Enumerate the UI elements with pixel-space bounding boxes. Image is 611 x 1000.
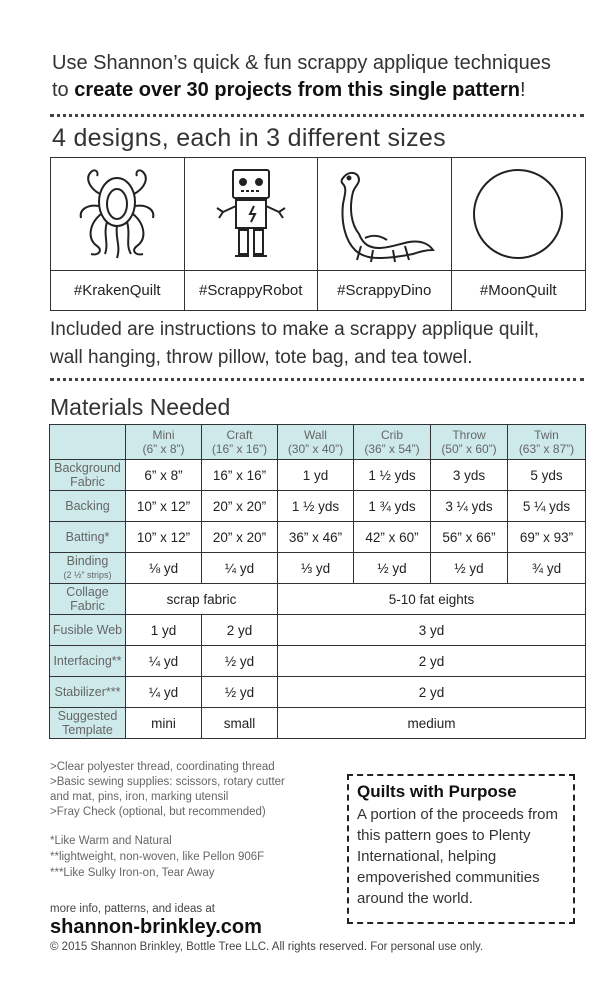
dinosaur-icon — [329, 164, 439, 264]
col-header-twin: Twin (63” x 87”) — [508, 425, 586, 460]
table-cell: 3 yds — [431, 460, 508, 491]
table-cell: 20” x 20” — [202, 491, 278, 522]
table-cell: 10” x 12” — [126, 522, 202, 553]
divider-1 — [50, 114, 584, 117]
table-cell: ½ yd — [354, 553, 431, 584]
intro-line-2: to create over 30 projects from this single pattern! — [52, 79, 526, 101]
table-cell: 36” x 46” — [278, 522, 354, 553]
designs-grid — [50, 157, 586, 311]
table-cell: medium — [278, 708, 586, 739]
row-label-template: Suggested Template — [50, 708, 126, 739]
designs-heading: 4 designs, each in 3 different sizes — [52, 124, 446, 152]
table-cell: ¼ yd — [126, 677, 202, 708]
divider-2 — [50, 378, 584, 381]
row-label-interfacing: Interfacing** — [50, 646, 126, 677]
table-cell: ⅓ yd — [278, 553, 354, 584]
note-line: and mat, pins, iron, marking utensil — [50, 791, 229, 803]
table-cell: 2 yd — [278, 646, 586, 677]
table-cell: ¼ yd — [202, 553, 278, 584]
table-row — [50, 646, 586, 677]
purpose-title: Quilts with Purpose — [357, 782, 517, 801]
table-cell: small — [202, 708, 278, 739]
table-cell: 16” x 16” — [202, 460, 278, 491]
design-label-kraken: #KrakenQuilt — [51, 270, 185, 310]
table-row — [50, 584, 586, 615]
table-row — [50, 708, 586, 739]
included-line-1: Included are instructions to make a scrappy applique quilt, — [50, 319, 539, 340]
design-label-moon: #MoonQuilt — [452, 270, 586, 310]
included-text — [50, 316, 600, 372]
table-cell: 56” x 66” — [431, 522, 508, 553]
intro-text — [52, 50, 592, 104]
row-label-batting: Batting* — [50, 522, 126, 553]
table-cell: 69” x 93” — [508, 522, 586, 553]
table-cell: 5 ¼ yds — [508, 491, 586, 522]
table-cell: 1 ½ yds — [354, 460, 431, 491]
table-cell: 6” x 8” — [126, 460, 202, 491]
row-label-fusible: Fusible Web — [50, 615, 126, 646]
footnotes — [50, 833, 264, 881]
note-line: >Fray Check (optional, but recommended) — [50, 806, 266, 818]
table-cell: 20” x 20” — [202, 522, 278, 553]
col-header-wall: Wall (30” x 40”) — [278, 425, 354, 460]
col-header-mini: Mini (6” x 8”) — [126, 425, 202, 460]
row-label-stabilizer: Stabilizer*** — [50, 677, 126, 708]
col-header-craft: Craft (16” x 16”) — [202, 425, 278, 460]
footnote-line: ***Like Sulky Iron-on, Tear Away — [50, 867, 215, 879]
kraken-cell — [51, 158, 185, 270]
table-cell: 1 ½ yds — [278, 491, 354, 522]
kraken-icon — [69, 164, 165, 264]
table-cell: 42” x 60” — [354, 522, 431, 553]
table-cell: 2 yd — [202, 615, 278, 646]
design-label-dino: #ScrappyDino — [318, 270, 452, 310]
note-line: >Clear polyester thread, coordinating thread — [50, 761, 275, 773]
row-label-backing: Backing — [50, 491, 126, 522]
copyright-text: © 2015 Shannon Brinkley, Bottle Tree LLC. All rights reserved. For personal use only. — [50, 941, 484, 953]
table-cell: 5 yds — [508, 460, 586, 491]
col-header-throw: Throw (50” x 60”) — [431, 425, 508, 460]
table-row — [50, 677, 586, 708]
table-cell: 3 yd — [278, 615, 586, 646]
table-cell: ¼ yd — [126, 646, 202, 677]
table-row — [50, 460, 586, 491]
table-cell: ¾ yd — [508, 553, 586, 584]
table-cell: ½ yd — [202, 646, 278, 677]
materials-table — [49, 424, 586, 739]
quilts-with-purpose-box — [347, 774, 575, 924]
table-row — [50, 553, 586, 584]
table-cell: 5-10 fat eights — [278, 584, 586, 615]
more-info-text: more info, patterns, and ideas at — [50, 903, 215, 915]
table-cell: mini — [126, 708, 202, 739]
table-cell: ½ yd — [202, 677, 278, 708]
materials-heading: Materials Needed — [50, 394, 231, 420]
included-line-2: wall hanging, throw pillow, tote bag, and tea towel. — [50, 347, 473, 368]
dino-cell — [318, 158, 452, 270]
table-cell: 1 ¾ yds — [354, 491, 431, 522]
table-cell: ½ yd — [431, 553, 508, 584]
table-header-row — [50, 425, 586, 460]
table-cell: 10” x 12” — [126, 491, 202, 522]
design-label-robot: #ScrappyRobot — [185, 270, 319, 310]
intro-line-1: Use Shannon’s quick & fun scrappy applique techniques — [52, 52, 551, 74]
moon-cell — [452, 158, 586, 270]
table-row — [50, 491, 586, 522]
table-cell: 1 yd — [278, 460, 354, 491]
footnote-line: *Like Warm and Natural — [50, 835, 172, 847]
footnote-line: **lightweight, non-woven, like Pellon 906F — [50, 851, 265, 863]
table-corner — [50, 425, 126, 460]
table-row — [50, 615, 586, 646]
table-cell: 2 yd — [278, 677, 586, 708]
row-label-background: Background Fabric — [50, 460, 126, 491]
col-header-crib: Crib (36” x 54”) — [354, 425, 431, 460]
intro-highlight: create over 30 projects from this single pattern — [74, 79, 520, 101]
row-label-binding: Binding (2 ½” strips) — [50, 553, 126, 584]
table-cell: ⅛ yd — [126, 553, 202, 584]
supplies-notes — [50, 760, 340, 820]
table-cell: 1 yd — [126, 615, 202, 646]
moon-icon — [468, 164, 568, 264]
table-cell: scrap fabric — [126, 584, 278, 615]
row-label-collage: Collage Fabric — [50, 584, 126, 615]
website-link[interactable]: shannon-brinkley.com — [50, 916, 262, 938]
robot-icon — [203, 164, 299, 264]
purpose-body: A portion of the proceeds from this pattern goes to Plenty International, helping empoverished communities around the world. — [357, 806, 558, 907]
table-cell: 3 ¼ yds — [431, 491, 508, 522]
robot-cell — [185, 158, 319, 270]
note-line: >Basic sewing supplies: scissors, rotary cutter — [50, 776, 285, 788]
table-row — [50, 522, 586, 553]
